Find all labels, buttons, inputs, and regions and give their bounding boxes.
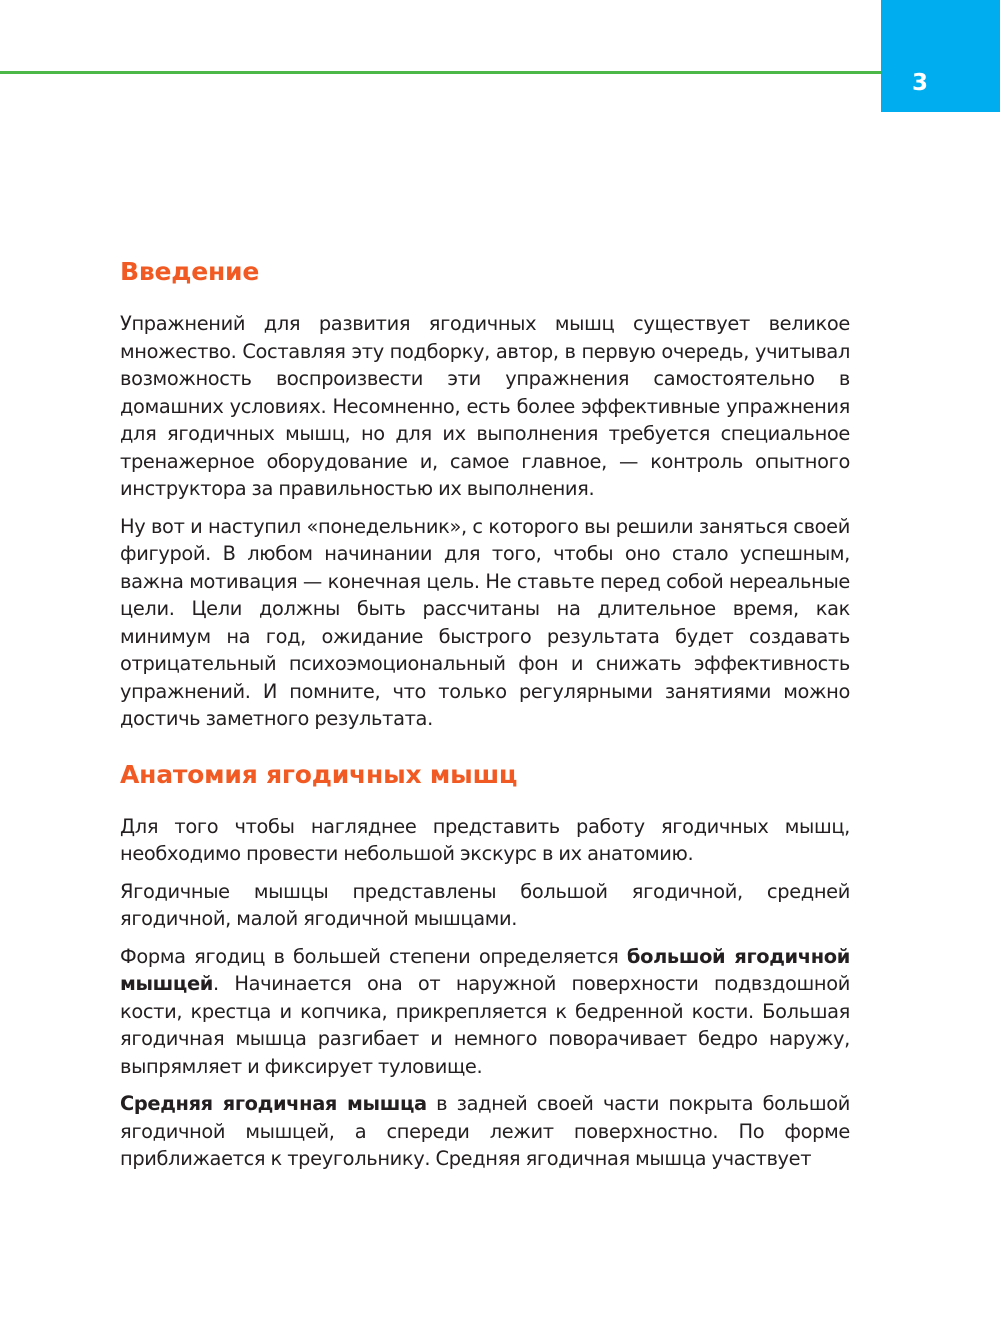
page-content <box>120 254 850 1173</box>
bold-term: Средняя ягодичная мышца <box>120 1092 427 1115</box>
section-anatomy <box>120 757 850 1173</box>
paragraph-text: в задней своей части покрыта большой ягодичной мышцей, а спереди лежит поверхностно. По форме приближается к треугольнику. Средняя ягодичная мышца участвует <box>120 1092 850 1170</box>
page-number-tab <box>881 0 1000 112</box>
paragraph <box>120 1090 850 1173</box>
paragraph: Для того чтобы нагляднее представить работу ягодичных мышц, необходимо провести небольшой экскурс в их анатомию. <box>120 814 850 865</box>
paragraph: Упражнений для развития ягодичных мышц существует великое множество. Составляя эту подборку, автор, в первую очередь, учитывал возможность воспроизвести эти упражнения самостоятельно в домашних условиях. Несомненно, есть более эффективные упражнения для ягодичных мышц, но для их выполнения требуется специальное тренажерное оборудование и, самое главное, — контроль опытного инструктора за правильностью их выполнения. <box>120 312 850 500</box>
page-number: 3 <box>912 70 929 96</box>
paragraph-text: Форма ягодиц в большей степени определяется <box>120 944 627 968</box>
paragraph <box>120 943 850 1081</box>
paragraph: Ну вот и наступил «понедельник», с которого вы решили заняться своей фигурой. В любом начинании для того, чтобы оно стало успешным, важна мотивация — конечная цель. Не ставьте перед собой нереальные цели. Цели должны быть рассчитаны на длительное время, как минимум на год, ожидание быстрого результата будет создавать отрицательный психоэмоциональный фон и снижать эффективность упражнений. И помните, что только регулярными занятиями можно достичь заметного результата. <box>120 514 850 730</box>
bold-term: большой ягодичной мышцей <box>120 944 850 995</box>
header-rule <box>0 71 881 74</box>
paragraph-text: . Начинается она от наружной поверхности подвздошной кости, крестца и копчика, прикрепляется к бедренной кости. Большая ягодичная мышца разгибает и немного поворачивает бедро наружу, выпрямляет и фиксирует туловище. <box>120 972 850 1078</box>
section-heading: Введение <box>120 257 260 286</box>
paragraph: Ягодичные мышцы представлены большой ягодичной, средней ягодичной, малой ягодичной мышцами. <box>120 879 850 930</box>
section-heading: Анатомия ягодичных мышц <box>120 759 518 789</box>
section-introduction <box>120 254 850 733</box>
